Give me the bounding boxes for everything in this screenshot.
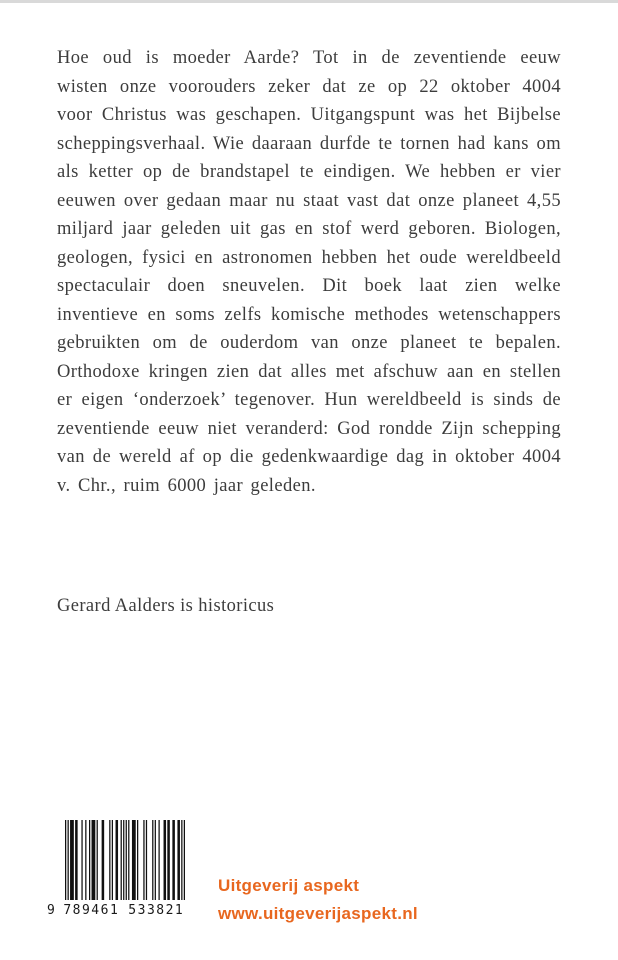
- publisher-block: [218, 872, 418, 928]
- barcode: [47, 820, 207, 918]
- blurb-text: Hoe oud is moeder Aarde? Tot in de zeventiende eeuw wisten onze voorouders zeker dat ze op 22 oktober 4004 voor Christus was geschapen. Uitgangspunt was het Bijbelse scheppingsverhaal. Wie daaraan durfde te tornen had kans om als ketter op de brandstapel te eindigen. We hebben er vier eeuwen over gedaan maar nu staat vast dat onze planeet 4,55 miljard jaar geleden uit gas en stof werd geboren. Biologen, geologen, fysici en astronomen hebben het oude wereldbeeld spectaculair doen sneuvelen. Dit boek laat zien welke inventieve en soms zelfs komische methodes wetenschappers gebruikten om de ouderdom van onze planeet te bepalen. Orthodoxe kringen zien dat alles met afschuw aan en stellen er eigen ‘onderzoek’ tegenover. Hun wereldbeeld is sinds de zeventiende eeuw niet veranderd: God rondde Zijn schepping van de wereld af op die gedenkwaardige dag in oktober 4004 v. Chr., ruim 6000 jaar geleden.: [57, 48, 561, 496]
- barcode-right-group: 533821: [128, 903, 185, 918]
- barcode-bars-icon: [65, 820, 185, 900]
- scan-edge-top: [0, 0, 618, 3]
- barcode-left-group: 789461: [63, 903, 120, 918]
- author-line: Gerard Aalders is historicus: [57, 596, 275, 616]
- barcode-number: [47, 903, 207, 918]
- publisher-name: Uitgeverij aspekt: [218, 876, 360, 895]
- barcode-lead-digit: 9: [47, 903, 57, 918]
- publisher-website: www.uitgeverijaspekt.nl: [218, 904, 418, 923]
